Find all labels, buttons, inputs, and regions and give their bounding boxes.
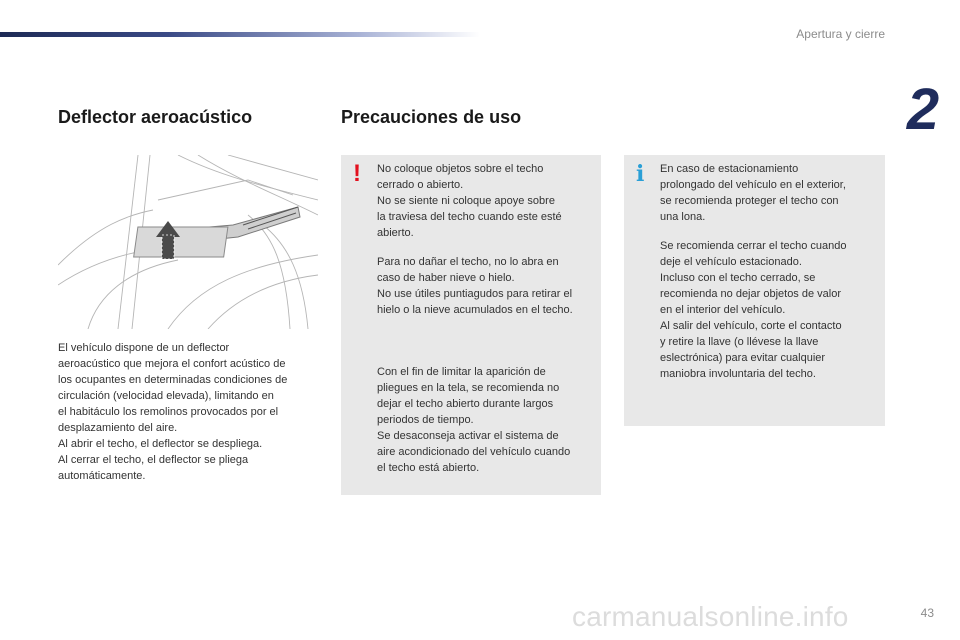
deflector-shape [134, 207, 300, 257]
text-line: hielo o la nieve acumulados en el techo. [377, 304, 573, 316]
section-header: Apertura y cierre [796, 27, 885, 41]
warning-panel [341, 155, 601, 495]
page-number: 43 [920, 606, 934, 620]
deflector-title: Deflector aeroacústico [58, 107, 253, 127]
text-line: cerrado o abierto. [377, 179, 464, 191]
text-line: prolongado del vehículo en el exterior, [660, 179, 846, 191]
info-block-1 [660, 161, 877, 225]
text-line: maniobra involuntaria del techo. [660, 368, 816, 380]
text-line: Al salir del vehículo, corte el contacto [660, 320, 842, 332]
text-line: Con el fin de limitar la aparición de [377, 366, 546, 378]
text-line: Al abrir el techo, el deflector se despliega. [58, 438, 263, 450]
text-line: No se siente ni coloque apoye sobre [377, 195, 555, 207]
text-line: el techo está abierto. [377, 462, 480, 474]
text-line: circulación (velocidad elevada), limitando en [58, 390, 274, 402]
text-line: deje el vehículo estacionado. [660, 256, 802, 268]
text-line: se recomienda proteger el techo con [660, 195, 839, 207]
header-accent-bar [0, 32, 480, 37]
info-block-2 [660, 238, 877, 382]
text-line: Para no dañar el techo, no lo abra en [377, 256, 559, 268]
text-line: caso de haber nieve o hielo. [377, 272, 515, 284]
text-line: recomienda no dejar objetos de valor [660, 288, 842, 300]
roof-deflector-illustration [58, 155, 318, 329]
text-line: No coloque objetos sobre el techo [377, 163, 544, 175]
text-line: Al cerrar el techo, el deflector se pliega [58, 454, 249, 466]
info-panel [624, 155, 885, 426]
text-line: El vehículo dispone de un deflector [58, 342, 230, 354]
watermark: carmanualsonline.info [572, 601, 849, 632]
warning-exclamation-icon: ! [353, 160, 361, 187]
text-line: automáticamente. [58, 470, 146, 482]
warning-block-2 [377, 254, 593, 318]
text-line: Se recomienda cerrar el techo cuando [660, 240, 847, 252]
chapter-number: 2 [906, 77, 940, 142]
text-line: En caso de estacionamiento [660, 163, 799, 175]
warning-block-3 [377, 364, 593, 476]
deflector-description [58, 340, 320, 484]
text-line: los ocupantes en determinadas condiciones de [58, 374, 288, 386]
text-line: Se desaconseja activar el sistema de [377, 430, 559, 442]
text-line: en el interior del vehículo. [660, 304, 786, 316]
text-line: No use útiles puntiagudos para retirar el [377, 288, 573, 300]
text-line: desplazamiento del aire. [58, 422, 178, 434]
text-line: pliegues en la tela, se recomienda no [377, 382, 560, 394]
text-line: abierto. [377, 227, 414, 239]
text-line: la traviesa del techo cuando este esté [377, 211, 562, 223]
text-line: eslectrónica) para evitar cualquier [660, 352, 826, 364]
text-line: periodos de tiempo. [377, 414, 474, 426]
text-line: aeroacústico que mejora el confort acústico de [58, 358, 286, 370]
text-line: dejar el techo abierto durante largos [377, 398, 554, 410]
text-line: aire acondicionado del vehículo cuando [377, 446, 571, 458]
text-line: y retire la llave (o llévese la llave [660, 336, 819, 348]
text-line: el habitáculo los remolinos provocados por el [58, 406, 279, 418]
precautions-title: Precauciones de uso [341, 107, 522, 127]
info-icon: i [636, 161, 645, 187]
text-line: Incluso con el techo cerrado, se [660, 272, 816, 284]
text-line: una lona. [660, 211, 706, 223]
warning-block-1 [377, 161, 593, 241]
